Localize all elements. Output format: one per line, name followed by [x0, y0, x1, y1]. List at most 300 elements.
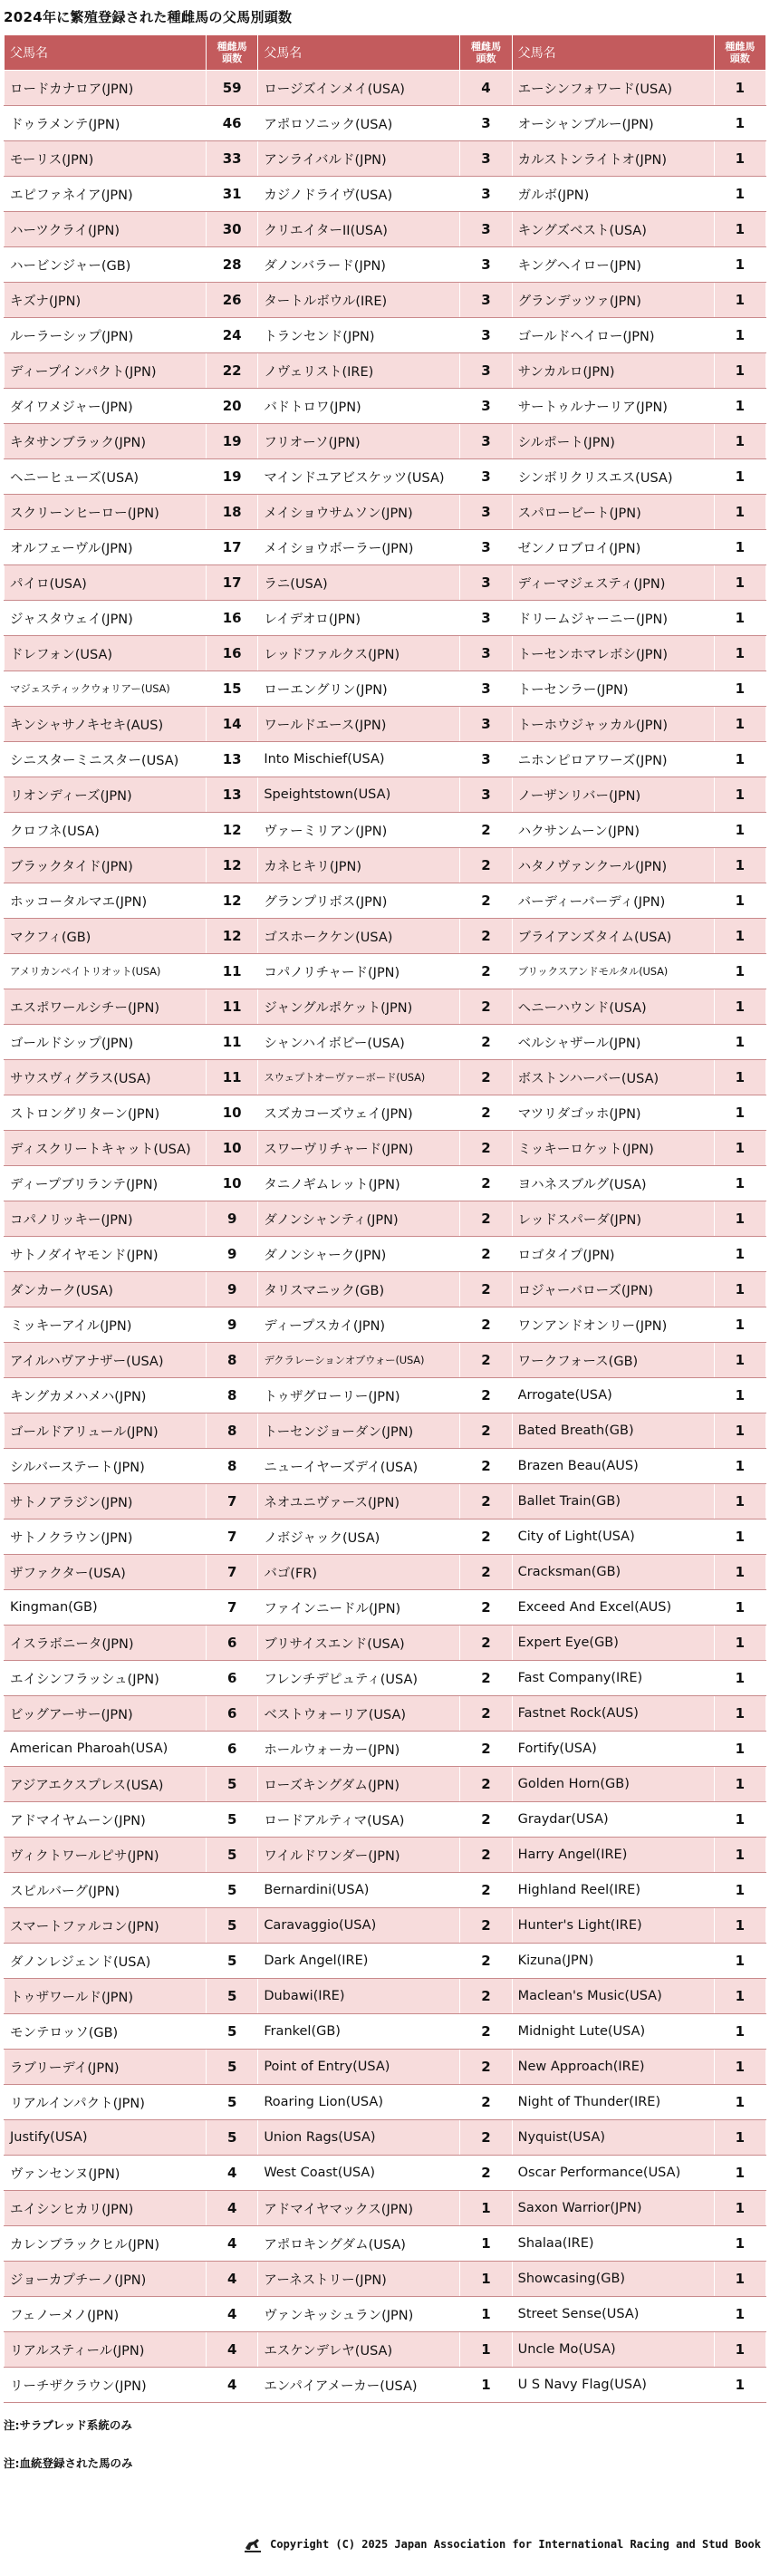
sire-name-cell-1: ラブリーデイ(JPN) — [5, 2050, 207, 2085]
sire-name-cell-3: トーホウジャッカル(JPN) — [512, 707, 714, 742]
sire-name-cell-3: Arrogate(USA) — [512, 1378, 714, 1413]
table-row — [5, 1060, 766, 1095]
mare-count-cell-1: 12 — [207, 813, 258, 848]
sire-name-cell-1: ジョーカプチーノ(JPN) — [5, 2262, 207, 2297]
sire-name-cell-2: ラニ(USA) — [258, 565, 460, 601]
table-row — [5, 1449, 766, 1484]
sire-name-cell-2: タニノギムレット(JPN) — [258, 1166, 460, 1201]
mare-count-cell-3: 1 — [714, 1449, 765, 1484]
mare-count-cell-2: 2 — [460, 1555, 512, 1590]
sire-name-cell-2: コパノリチャード(JPN) — [258, 954, 460, 989]
sire-name-cell-3: ヨハネスブルグ(USA) — [512, 1166, 714, 1201]
table-row — [5, 1873, 766, 1908]
mare-count-cell-2: 1 — [460, 2332, 512, 2368]
sire-name-cell-2: フレンチデピュティ(USA) — [258, 1661, 460, 1696]
sire-name-cell-3: レッドスパーダ(JPN) — [512, 1201, 714, 1237]
mare-count-cell-3: 1 — [714, 1944, 765, 1979]
sire-name-cell-2: レッドファルクス(JPN) — [258, 636, 460, 671]
mare-count-cell-1: 6 — [207, 1732, 258, 1767]
sire-name-cell-3: カルストンライトオ(JPN) — [512, 141, 714, 177]
sire-name-cell-3: ガルボ(JPN) — [512, 177, 714, 212]
sire-name-cell-1: キングカメハメハ(JPN) — [5, 1378, 207, 1413]
sire-name-cell-1: ダイワメジャー(JPN) — [5, 389, 207, 424]
mare-count-cell-1: 7 — [207, 1484, 258, 1520]
sire-name-cell-2: Bernardini(USA) — [258, 1873, 460, 1908]
sire-name-cell-2: ネオユニヴァース(JPN) — [258, 1484, 460, 1520]
mare-count-cell-3: 1 — [714, 1060, 765, 1095]
mare-count-cell-2: 2 — [460, 2085, 512, 2120]
sire-name-cell-2: スウェプトオーヴァーボード(USA) — [258, 1060, 460, 1095]
mare-count-cell-3: 1 — [714, 1590, 765, 1626]
mare-count-cell-2: 1 — [460, 2297, 512, 2332]
mare-count-cell-2: 3 — [460, 247, 512, 283]
mare-count-cell-2: 1 — [460, 2368, 512, 2403]
mare-count-cell-2: 2 — [460, 1343, 512, 1378]
table-row — [5, 2332, 766, 2368]
sire-name-cell-3: Fast Company(IRE) — [512, 1661, 714, 1696]
sire-name-cell-1: アイルハヴアナザー(USA) — [5, 1343, 207, 1378]
mare-count-cell-2: 2 — [460, 1413, 512, 1449]
mare-count-cell-2: 2 — [460, 813, 512, 848]
mare-count-cell-2: 2 — [460, 1520, 512, 1555]
mare-count-cell-1: 33 — [207, 141, 258, 177]
footer — [243, 2533, 761, 2556]
table-row — [5, 2191, 766, 2226]
table-row — [5, 1661, 766, 1696]
column-header-count-1: 種雌馬 頭数 — [207, 35, 258, 71]
sire-name-cell-3: Saxon Warrior(JPN) — [512, 2191, 714, 2226]
mare-count-cell-2: 3 — [460, 565, 512, 601]
table-row — [5, 2262, 766, 2297]
sire-name-cell-2: ノボジャック(USA) — [258, 1520, 460, 1555]
sire-name-cell-3: Highland Reel(IRE) — [512, 1873, 714, 1908]
mare-count-cell-2: 2 — [460, 1944, 512, 1979]
mare-count-cell-3: 1 — [714, 1696, 765, 1732]
mare-count-cell-1: 6 — [207, 1626, 258, 1661]
mare-count-cell-2: 3 — [460, 707, 512, 742]
mare-count-cell-1: 24 — [207, 318, 258, 353]
table-row — [5, 989, 766, 1025]
sire-name-cell-3: シルポート(JPN) — [512, 424, 714, 459]
mare-count-cell-3: 1 — [714, 141, 765, 177]
table-row — [5, 1979, 766, 2014]
sire-name-cell-1: アドマイヤムーン(JPN) — [5, 1802, 207, 1838]
table-row — [5, 742, 766, 777]
sire-name-cell-3: Bated Breath(GB) — [512, 1413, 714, 1449]
mare-count-cell-3: 1 — [714, 1025, 765, 1060]
sire-name-cell-1: ハーツクライ(JPN) — [5, 212, 207, 247]
table-row — [5, 954, 766, 989]
mare-count-cell-1: 6 — [207, 1661, 258, 1696]
sire-name-cell-1: イスラボニータ(JPN) — [5, 1626, 207, 1661]
mare-count-cell-1: 5 — [207, 1908, 258, 1944]
mare-count-cell-2: 3 — [460, 742, 512, 777]
table-row — [5, 353, 766, 389]
mare-count-cell-2: 2 — [460, 989, 512, 1025]
table-row — [5, 283, 766, 318]
mare-count-cell-2: 2 — [460, 1696, 512, 1732]
sire-name-cell-1: ビッグアーサー(JPN) — [5, 1696, 207, 1732]
sire-name-cell-3: Expert Eye(GB) — [512, 1626, 714, 1661]
mare-count-cell-3: 1 — [714, 2014, 765, 2050]
table-row — [5, 1767, 766, 1802]
sire-name-cell-3: ブライアンズタイム(USA) — [512, 919, 714, 954]
sire-name-cell-3: ボストンハーバー(USA) — [512, 1060, 714, 1095]
table-row — [5, 1131, 766, 1166]
sire-name-cell-1: モーリス(JPN) — [5, 141, 207, 177]
mare-count-cell-3: 1 — [714, 1272, 765, 1307]
mare-count-cell-3: 1 — [714, 318, 765, 353]
mare-count-cell-2: 1 — [460, 2191, 512, 2226]
sire-name-cell-2: タリスマニック(GB) — [258, 1272, 460, 1307]
table-row — [5, 177, 766, 212]
mare-count-cell-1: 8 — [207, 1343, 258, 1378]
mare-count-cell-1: 5 — [207, 1944, 258, 1979]
sire-name-cell-1: ロードカナロア(JPN) — [5, 71, 207, 106]
mare-count-cell-2: 3 — [460, 389, 512, 424]
mare-count-cell-1: 20 — [207, 389, 258, 424]
mare-count-cell-3: 1 — [714, 1201, 765, 1237]
mare-count-cell-1: 10 — [207, 1166, 258, 1201]
table-row — [5, 1378, 766, 1413]
sire-name-cell-3: ロゴタイプ(JPN) — [512, 1237, 714, 1272]
mare-count-cell-3: 1 — [714, 1095, 765, 1131]
table-row — [5, 1626, 766, 1661]
mare-count-cell-2: 2 — [460, 1908, 512, 1944]
table-row — [5, 1696, 766, 1732]
table-row — [5, 141, 766, 177]
mare-count-cell-2: 2 — [460, 2156, 512, 2191]
mare-count-cell-3: 1 — [714, 1802, 765, 1838]
mare-count-cell-3: 1 — [714, 919, 765, 954]
mare-count-cell-1: 4 — [207, 2226, 258, 2262]
sire-name-cell-3: Hunter's Light(IRE) — [512, 1908, 714, 1944]
sire-name-cell-1: スピルバーグ(JPN) — [5, 1873, 207, 1908]
mare-count-cell-3: 1 — [714, 424, 765, 459]
sire-name-cell-1: マクフィ(GB) — [5, 919, 207, 954]
mare-count-cell-1: 11 — [207, 954, 258, 989]
mare-count-cell-2: 3 — [460, 671, 512, 707]
mare-count-cell-1: 4 — [207, 2191, 258, 2226]
mare-count-cell-1: 17 — [207, 530, 258, 565]
table-row — [5, 1590, 766, 1626]
sire-name-cell-1: サトノアラジン(JPN) — [5, 1484, 207, 1520]
sire-name-cell-2: ホールウォーカー(JPN) — [258, 1732, 460, 1767]
table-row — [5, 2156, 766, 2191]
mare-count-cell-2: 2 — [460, 1802, 512, 1838]
sire-name-cell-2: スワーヴリチャード(JPN) — [258, 1131, 460, 1166]
table-row — [5, 2050, 766, 2085]
mare-count-cell-2: 3 — [460, 353, 512, 389]
mare-count-cell-2: 2 — [460, 1237, 512, 1272]
sire-name-cell-1: スマートファルコン(JPN) — [5, 1908, 207, 1944]
sire-name-cell-2: ワールドエース(JPN) — [258, 707, 460, 742]
mare-count-cell-2: 2 — [460, 1661, 512, 1696]
mare-count-cell-2: 2 — [460, 1767, 512, 1802]
sire-name-cell-1: ゴールドアリュール(JPN) — [5, 1413, 207, 1449]
sire-name-cell-3: ワークフォース(GB) — [512, 1343, 714, 1378]
sire-name-cell-2: ロージズインメイ(USA) — [258, 71, 460, 106]
sire-name-cell-1: リアルスティール(JPN) — [5, 2332, 207, 2368]
sire-name-cell-2: Frankel(GB) — [258, 2014, 460, 2050]
sire-name-cell-2: Roaring Lion(USA) — [258, 2085, 460, 2120]
sire-name-cell-3: トーセンホマレボシ(JPN) — [512, 636, 714, 671]
sire-name-cell-2: ジャングルポケット(JPN) — [258, 989, 460, 1025]
mare-count-cell-2: 2 — [460, 883, 512, 919]
table-row — [5, 71, 766, 106]
table-row — [5, 2368, 766, 2403]
sire-name-cell-2: West Coast(USA) — [258, 2156, 460, 2191]
sire-name-cell-1: マジェスティックウォリアー(USA) — [5, 671, 207, 707]
sire-name-cell-2: グランプリボス(JPN) — [258, 883, 460, 919]
table-row — [5, 1272, 766, 1307]
sire-name-cell-1: ヴァンセンヌ(JPN) — [5, 2156, 207, 2191]
mare-count-cell-2: 2 — [460, 1626, 512, 1661]
sire-name-cell-1: Justify(USA) — [5, 2120, 207, 2156]
sire-name-cell-3: Harry Angel(IRE) — [512, 1838, 714, 1873]
sire-name-cell-2: ブリサイスエンド(USA) — [258, 1626, 460, 1661]
mare-count-cell-2: 2 — [460, 1131, 512, 1166]
mare-count-cell-2: 2 — [460, 1449, 512, 1484]
sire-name-cell-1: クロフネ(USA) — [5, 813, 207, 848]
sire-name-cell-2: Speightstown(USA) — [258, 777, 460, 813]
mare-count-cell-3: 1 — [714, 883, 765, 919]
sire-name-cell-1: ミッキーアイル(JPN) — [5, 1307, 207, 1343]
mare-count-cell-2: 2 — [460, 954, 512, 989]
sire-name-cell-1: ホッコータルマエ(JPN) — [5, 883, 207, 919]
sire-name-cell-1: リオンディーズ(JPN) — [5, 777, 207, 813]
sire-name-cell-2: スズカコーズウェイ(JPN) — [258, 1095, 460, 1131]
sire-name-cell-1: モンテロッソ(GB) — [5, 2014, 207, 2050]
sire-table — [4, 34, 766, 2403]
mare-count-cell-1: 4 — [207, 2368, 258, 2403]
sire-name-cell-1: アジアエクスプレス(USA) — [5, 1767, 207, 1802]
note-thoroughbred-only: 注:サラブレッド系統のみ — [4, 2418, 132, 2432]
sire-name-cell-2: ディープスカイ(JPN) — [258, 1307, 460, 1343]
table-row — [5, 1838, 766, 1873]
sire-name-cell-2: デクラレーションオブウォー(USA) — [258, 1343, 460, 1378]
sire-name-cell-1: サトノダイヤモンド(JPN) — [5, 1237, 207, 1272]
sire-name-cell-1: フェノーメノ(JPN) — [5, 2297, 207, 2332]
mare-count-cell-2: 2 — [460, 1838, 512, 1873]
table-row — [5, 777, 766, 813]
table-row — [5, 1307, 766, 1343]
sire-name-cell-1: コパノリッキー(JPN) — [5, 1201, 207, 1237]
mare-count-cell-1: 16 — [207, 636, 258, 671]
table-row — [5, 1166, 766, 1201]
table-row — [5, 495, 766, 530]
table-row — [5, 1025, 766, 1060]
table-row — [5, 707, 766, 742]
sire-name-cell-2: Dark Angel(IRE) — [258, 1944, 460, 1979]
sire-name-cell-2: ローエングリン(JPN) — [258, 671, 460, 707]
sire-name-cell-3: Fastnet Rock(AUS) — [512, 1696, 714, 1732]
mare-count-cell-2: 2 — [460, 1873, 512, 1908]
mare-count-cell-1: 13 — [207, 777, 258, 813]
table-row — [5, 883, 766, 919]
sire-name-cell-1: サトノクラウン(JPN) — [5, 1520, 207, 1555]
sire-name-cell-1: キンシャサノキセキ(AUS) — [5, 707, 207, 742]
mare-count-cell-1: 9 — [207, 1237, 258, 1272]
sire-name-cell-3: New Approach(IRE) — [512, 2050, 714, 2085]
mare-count-cell-3: 1 — [714, 1555, 765, 1590]
sire-name-cell-1: アメリカンペイトリオット(USA) — [5, 954, 207, 989]
sire-name-cell-1: ヘニーヒューズ(USA) — [5, 459, 207, 495]
mare-count-cell-1: 15 — [207, 671, 258, 707]
mare-count-cell-1: 7 — [207, 1590, 258, 1626]
mare-count-cell-3: 1 — [714, 2226, 765, 2262]
sire-name-cell-2: クリエイターII(USA) — [258, 212, 460, 247]
mare-count-cell-2: 2 — [460, 1484, 512, 1520]
sire-name-cell-3: スパロービート(JPN) — [512, 495, 714, 530]
mare-count-cell-3: 1 — [714, 247, 765, 283]
mare-count-cell-1: 26 — [207, 283, 258, 318]
mare-count-cell-1: 8 — [207, 1378, 258, 1413]
mare-count-cell-3: 1 — [714, 777, 765, 813]
sire-name-cell-3: ハクサンムーン(JPN) — [512, 813, 714, 848]
mare-count-cell-1: 59 — [207, 71, 258, 106]
sire-name-cell-3: Brazen Beau(AUS) — [512, 1449, 714, 1484]
mare-count-cell-2: 2 — [460, 919, 512, 954]
mare-count-cell-2: 2 — [460, 1166, 512, 1201]
sire-name-cell-2: エンパイアメーカー(USA) — [258, 2368, 460, 2403]
sire-name-cell-1: スクリーンヒーロー(JPN) — [5, 495, 207, 530]
mare-count-cell-3: 1 — [714, 1484, 765, 1520]
sire-name-cell-3: ディーマジェスティ(JPN) — [512, 565, 714, 601]
sire-name-cell-3: Ballet Train(GB) — [512, 1484, 714, 1520]
mare-count-cell-1: 10 — [207, 1131, 258, 1166]
mare-count-cell-3: 1 — [714, 177, 765, 212]
mare-count-cell-1: 9 — [207, 1307, 258, 1343]
mare-count-cell-2: 2 — [460, 2120, 512, 2156]
mare-count-cell-2: 2 — [460, 2014, 512, 2050]
table-row — [5, 601, 766, 636]
table-header-row — [5, 35, 766, 71]
sire-name-cell-2: メイショウサムソン(JPN) — [258, 495, 460, 530]
mare-count-cell-1: 5 — [207, 1802, 258, 1838]
mare-count-cell-3: 1 — [714, 1343, 765, 1378]
sire-name-cell-3: トーセンラー(JPN) — [512, 671, 714, 707]
mare-count-cell-1: 5 — [207, 1838, 258, 1873]
mare-count-cell-1: 7 — [207, 1520, 258, 1555]
mare-count-cell-1: 9 — [207, 1272, 258, 1307]
sire-name-cell-2: ローズキングダム(JPN) — [258, 1767, 460, 1802]
sire-name-cell-3: キングズベスト(USA) — [512, 212, 714, 247]
mare-count-cell-3: 1 — [714, 848, 765, 883]
sire-name-cell-2: トゥザグローリー(JPN) — [258, 1378, 460, 1413]
sire-name-cell-3: Oscar Performance(USA) — [512, 2156, 714, 2191]
sire-name-cell-3: キングヘイロー(JPN) — [512, 247, 714, 283]
page-title: 2024年に繁殖登録された種雌馬の父馬別頭数 — [4, 9, 293, 25]
mare-count-cell-3: 1 — [714, 530, 765, 565]
sire-name-cell-1: ストロングリターン(JPN) — [5, 1095, 207, 1131]
table-row — [5, 1413, 766, 1449]
table-row — [5, 1484, 766, 1520]
table-row — [5, 2120, 766, 2156]
mare-count-cell-3: 1 — [714, 1520, 765, 1555]
column-header-sire-1: 父馬名 — [5, 35, 207, 71]
sire-name-cell-3: Exceed And Excel(AUS) — [512, 1590, 714, 1626]
table-row — [5, 247, 766, 283]
sire-name-cell-3: Fortify(USA) — [512, 1732, 714, 1767]
sire-name-cell-3: ニホンピロアワーズ(JPN) — [512, 742, 714, 777]
sire-name-cell-3: Maclean's Music(USA) — [512, 1979, 714, 2014]
sire-name-cell-1: カレンブラックヒル(JPN) — [5, 2226, 207, 2262]
sire-name-cell-2: バドトロワ(JPN) — [258, 389, 460, 424]
column-header-sire-3: 父馬名 — [512, 35, 714, 71]
table-row — [5, 106, 766, 141]
mare-count-cell-2: 3 — [460, 212, 512, 247]
mare-count-cell-2: 3 — [460, 424, 512, 459]
sire-name-cell-1: ドゥラメンテ(JPN) — [5, 106, 207, 141]
mare-count-cell-1: 30 — [207, 212, 258, 247]
column-header-sire-2: 父馬名 — [258, 35, 460, 71]
mare-count-cell-2: 2 — [460, 1979, 512, 2014]
sire-name-cell-2: レイデオロ(JPN) — [258, 601, 460, 636]
sire-name-cell-2: ダノンシャーク(JPN) — [258, 1237, 460, 1272]
sire-name-cell-1: ドレフォン(USA) — [5, 636, 207, 671]
mare-count-cell-2: 3 — [460, 459, 512, 495]
sire-name-cell-3: ハタノヴァンクール(JPN) — [512, 848, 714, 883]
sire-name-cell-3: Shalaa(IRE) — [512, 2226, 714, 2262]
mare-count-cell-1: 17 — [207, 565, 258, 601]
table-row — [5, 848, 766, 883]
sire-name-cell-2: カネヒキリ(JPN) — [258, 848, 460, 883]
sire-name-cell-1: エイシンヒカリ(JPN) — [5, 2191, 207, 2226]
sire-name-cell-1: サウスヴィグラス(USA) — [5, 1060, 207, 1095]
sire-name-cell-2: ワイルドワンダー(JPN) — [258, 1838, 460, 1873]
mare-count-cell-2: 3 — [460, 177, 512, 212]
sire-name-cell-2: ゴスホークケン(USA) — [258, 919, 460, 954]
table-row — [5, 2226, 766, 2262]
mare-count-cell-2: 2 — [460, 2050, 512, 2085]
sire-name-cell-2: カジノドライヴ(USA) — [258, 177, 460, 212]
mare-count-cell-3: 1 — [714, 1979, 765, 2014]
mare-count-cell-3: 1 — [714, 813, 765, 848]
mare-count-cell-3: 1 — [714, 1166, 765, 1201]
sire-name-cell-3: Kizuna(JPN) — [512, 1944, 714, 1979]
sire-name-cell-1: シニスターミニスター(USA) — [5, 742, 207, 777]
sire-name-cell-2: バゴ(FR) — [258, 1555, 460, 1590]
sire-name-cell-2: マインドユアビスケッツ(USA) — [258, 459, 460, 495]
sire-name-cell-3: ワンアンドオンリー(JPN) — [512, 1307, 714, 1343]
mare-count-cell-3: 1 — [714, 1873, 765, 1908]
mare-count-cell-1: 46 — [207, 106, 258, 141]
table-row — [5, 2297, 766, 2332]
sire-name-cell-3: グランデッツァ(JPN) — [512, 283, 714, 318]
mare-count-cell-1: 9 — [207, 1201, 258, 1237]
sire-name-cell-2: Into Mischief(USA) — [258, 742, 460, 777]
sire-name-cell-3: ベルシャザール(JPN) — [512, 1025, 714, 1060]
table-row — [5, 671, 766, 707]
mare-count-cell-3: 1 — [714, 459, 765, 495]
sire-name-cell-1: キズナ(JPN) — [5, 283, 207, 318]
mare-count-cell-1: 5 — [207, 1873, 258, 1908]
mare-count-cell-3: 1 — [714, 1732, 765, 1767]
mare-count-cell-3: 1 — [714, 601, 765, 636]
sire-name-cell-1: American Pharoah(USA) — [5, 1732, 207, 1767]
table-row — [5, 318, 766, 353]
mare-count-cell-3: 1 — [714, 71, 765, 106]
sire-name-cell-2: シャンハイボビー(USA) — [258, 1025, 460, 1060]
mare-count-cell-3: 1 — [714, 1237, 765, 1272]
table-row — [5, 530, 766, 565]
mare-count-cell-2: 1 — [460, 2262, 512, 2297]
sire-name-cell-1: ディスクリートキャット(USA) — [5, 1131, 207, 1166]
sire-name-cell-2: ニューイヤーズデイ(USA) — [258, 1449, 460, 1484]
mare-count-cell-3: 1 — [714, 353, 765, 389]
table-row — [5, 1908, 766, 1944]
